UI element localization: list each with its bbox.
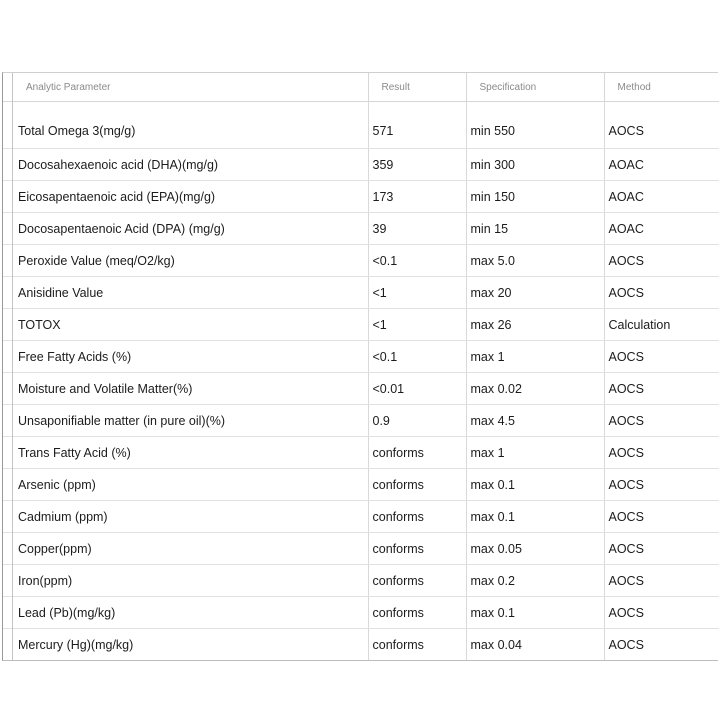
method-cell: AOCS xyxy=(604,277,719,309)
result-cell: conforms xyxy=(368,565,466,597)
header-result: Result xyxy=(368,73,466,102)
result-cell: 173 xyxy=(368,181,466,213)
specification-cell: max 0.2 xyxy=(466,565,604,597)
table-row xyxy=(3,405,719,437)
table-row xyxy=(3,277,719,309)
header-row xyxy=(3,73,719,102)
table-row xyxy=(3,102,719,149)
parameter-cell: Free Fatty Acids (%) xyxy=(3,341,368,373)
specification-cell: max 5.0 xyxy=(466,245,604,277)
parameter-cell: Iron(ppm) xyxy=(3,565,368,597)
specification-cell: max 0.1 xyxy=(466,501,604,533)
method-cell: AOCS xyxy=(604,373,719,405)
specification-cell: max 1 xyxy=(466,341,604,373)
method-cell: AOCS xyxy=(604,533,719,565)
spec-table-container xyxy=(2,72,718,661)
table-row xyxy=(3,533,719,565)
result-cell: conforms xyxy=(368,629,466,661)
result-cell: <1 xyxy=(368,277,466,309)
method-cell: AOCS xyxy=(608,637,644,652)
method-cell: AOCS xyxy=(604,437,719,469)
method-cell: AOCS xyxy=(604,245,719,277)
result-cell: 571 xyxy=(368,102,466,149)
table-body xyxy=(3,102,719,661)
method-cell: AOAC xyxy=(604,149,719,181)
result-cell: conforms xyxy=(368,597,466,629)
table-row xyxy=(3,437,719,469)
result-cell: 39 xyxy=(368,213,466,245)
method-cell: AOCS xyxy=(604,597,719,629)
parameter-cell: Eicosapentaenoic acid (EPA)(mg/g) xyxy=(3,181,368,213)
table-row xyxy=(3,309,719,341)
method-cell: AOAC xyxy=(604,181,719,213)
specification-cell: min 150 xyxy=(466,181,604,213)
parameter-cell: Lead (Pb)(mg/kg) xyxy=(3,597,368,629)
table-row xyxy=(3,501,719,533)
header-analytic-parameter: Analytic Parameter xyxy=(3,73,368,102)
specification-cell: max 0.1 xyxy=(466,597,604,629)
specification-cell: min 15 xyxy=(466,213,604,245)
method-cell: AOCS xyxy=(604,405,719,437)
parameter-cell: Trans Fatty Acid (%) xyxy=(3,437,368,469)
result-cell: 359 xyxy=(368,149,466,181)
result-cell: <0.1 xyxy=(368,245,466,277)
table-row xyxy=(3,181,719,213)
parameter-cell: TOTOX xyxy=(3,309,368,341)
specification-cell: max 0.02 xyxy=(466,373,604,405)
specification-cell: max 26 xyxy=(466,309,604,341)
specification-cell: max 4.5 xyxy=(466,405,604,437)
parameter-cell: Peroxide Value (meq/O2/kg) xyxy=(3,245,368,277)
method-cell: AOCS xyxy=(604,469,719,501)
parameter-cell: Total Omega 3(mg/g) xyxy=(3,102,368,149)
method-cell: AOCS xyxy=(604,102,719,149)
method-cell: AOCS xyxy=(604,565,719,597)
spec-table xyxy=(3,73,719,660)
parameter-cell: Docosahexaenoic acid (DHA)(mg/g) xyxy=(3,149,368,181)
result-cell: conforms xyxy=(368,469,466,501)
table-row xyxy=(3,341,719,373)
parameter-cell: Arsenic (ppm) xyxy=(3,469,368,501)
table-row xyxy=(3,469,719,501)
specification-cell: min 550 xyxy=(466,102,604,149)
parameter-cell: Cadmium (ppm) xyxy=(3,501,368,533)
table-header xyxy=(3,73,719,102)
table-row xyxy=(3,245,719,277)
result-cell: conforms xyxy=(368,437,466,469)
table-row xyxy=(3,597,719,629)
parameter-cell: Docosapentaenoic Acid (DPA) (mg/g) xyxy=(3,213,368,245)
specification-cell: max 0.04 xyxy=(466,629,604,661)
method-cell: Calculation xyxy=(604,309,719,341)
specification-cell: max 20 xyxy=(466,277,604,309)
result-cell: <0.1 xyxy=(368,341,466,373)
parameter-cell: Moisture and Volatile Matter(%) xyxy=(3,373,368,405)
table-left-rule xyxy=(12,73,13,660)
table-row xyxy=(3,149,719,181)
method-cell: AOCS xyxy=(604,341,719,373)
specification-cell: min 300 xyxy=(466,149,604,181)
table-row xyxy=(3,565,719,597)
specification-cell: max 0.05 xyxy=(466,533,604,565)
table-row xyxy=(3,373,719,405)
result-cell: 0.9 xyxy=(368,405,466,437)
table-row xyxy=(3,629,719,661)
result-cell: conforms xyxy=(368,533,466,565)
parameter-cell: Mercury (Hg)(mg/kg) xyxy=(3,629,368,661)
parameter-cell: Copper(ppm) xyxy=(3,533,368,565)
parameter-cell: Anisidine Value xyxy=(3,277,368,309)
parameter-cell: Unsaponifiable matter (in pure oil)(%) xyxy=(3,405,368,437)
specification-cell: max 0.1 xyxy=(466,469,604,501)
header-specification: Specification xyxy=(466,73,604,102)
header-method: Method xyxy=(604,73,719,102)
result-cell: conforms xyxy=(368,501,466,533)
method-cell: AOAC xyxy=(604,213,719,245)
result-cell: <0.01 xyxy=(368,373,466,405)
specification-cell: max 1 xyxy=(466,437,604,469)
result-cell: <1 xyxy=(368,309,466,341)
table-row xyxy=(3,213,719,245)
method-cell: AOCS xyxy=(604,501,719,533)
